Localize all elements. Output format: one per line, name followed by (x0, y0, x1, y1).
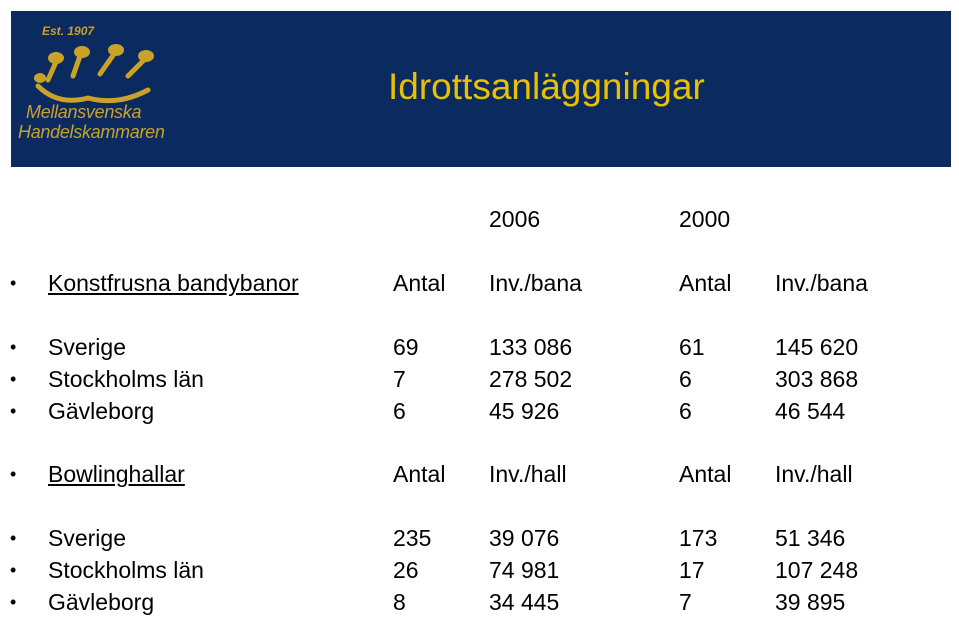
section2-header-row (0, 461, 959, 493)
row-antal-2006: 69 (393, 334, 419, 360)
table-row (0, 525, 959, 557)
row-inv-2006: 45 926 (489, 398, 560, 424)
row-antal-2006: 235 (393, 525, 432, 551)
logo (18, 22, 188, 152)
row-inv-2000: 107 248 (775, 557, 859, 583)
row-antal-2000: 6 (679, 398, 692, 424)
row-antal-2006: 8 (393, 589, 406, 615)
section2-col1: Antal (393, 461, 446, 487)
row-inv-2000: 51 346 (775, 525, 846, 551)
row-inv-2000: 46 544 (775, 398, 846, 424)
row-antal-2006: 26 (393, 557, 419, 583)
row-name: Stockholms län (48, 557, 204, 583)
table-row (0, 366, 959, 398)
section1-header-row (0, 270, 959, 302)
bullet-icon: • (10, 369, 17, 389)
row-inv-2006: 34 445 (489, 589, 560, 615)
row-name: Stockholms län (48, 366, 204, 392)
bullet-icon: • (10, 401, 17, 421)
bullet-icon: • (10, 560, 17, 580)
table-row (0, 398, 959, 430)
table-row (0, 334, 959, 366)
section2-col3: Antal (679, 461, 732, 487)
row-name: Gävleborg (48, 589, 155, 615)
row-name: Sverige (48, 334, 126, 360)
row-inv-2006: 39 076 (489, 525, 560, 551)
row-antal-2000: 7 (679, 589, 692, 615)
page-title: Idrottsanläggningar (388, 66, 705, 107)
row-inv-2006: 74 981 (489, 557, 560, 583)
row-inv-2000: 303 868 (775, 366, 859, 392)
row-antal-2006: 7 (393, 366, 406, 392)
bullet-icon: • (10, 337, 17, 357)
row-antal-2000: 61 (679, 334, 705, 360)
bullet-icon: • (10, 592, 17, 612)
logo-line2: Handelskammaren (18, 122, 165, 142)
row-inv-2006: 133 086 (489, 334, 573, 360)
logo-line1: Mellansvenska (26, 102, 142, 122)
bullet-icon: • (10, 528, 17, 548)
logo-est: Est. 1907 (42, 24, 95, 38)
header (0, 0, 959, 167)
year-2006: 2006 (489, 206, 541, 232)
row-name: Sverige (48, 525, 126, 551)
bullet-icon: • (10, 464, 17, 484)
row-name: Gävleborg (48, 398, 155, 424)
section1-heading: Konstfrusna bandybanor (48, 270, 299, 296)
row-inv-2000: 39 895 (775, 589, 846, 615)
row-antal-2000: 173 (679, 525, 718, 551)
row-inv-2000: 145 620 (775, 334, 859, 360)
section2-col2: Inv./hall (489, 461, 567, 487)
bullet-icon: • (10, 273, 17, 293)
section1-col2: Inv./bana (489, 270, 582, 296)
section1-col3: Antal (679, 270, 732, 296)
section1-col1: Antal (393, 270, 446, 296)
row-antal-2006: 6 (393, 398, 406, 424)
row-antal-2000: 17 (679, 557, 705, 583)
table-row (0, 557, 959, 589)
table-row (0, 589, 959, 621)
section2-heading: Bowlinghallar (48, 461, 185, 487)
year-2000: 2000 (679, 206, 731, 232)
section1-col4: Inv./bana (775, 270, 868, 296)
row-inv-2006: 278 502 (489, 366, 573, 392)
row-antal-2000: 6 (679, 366, 692, 392)
section2-col4: Inv./hall (775, 461, 853, 487)
year-header-row (0, 206, 959, 238)
